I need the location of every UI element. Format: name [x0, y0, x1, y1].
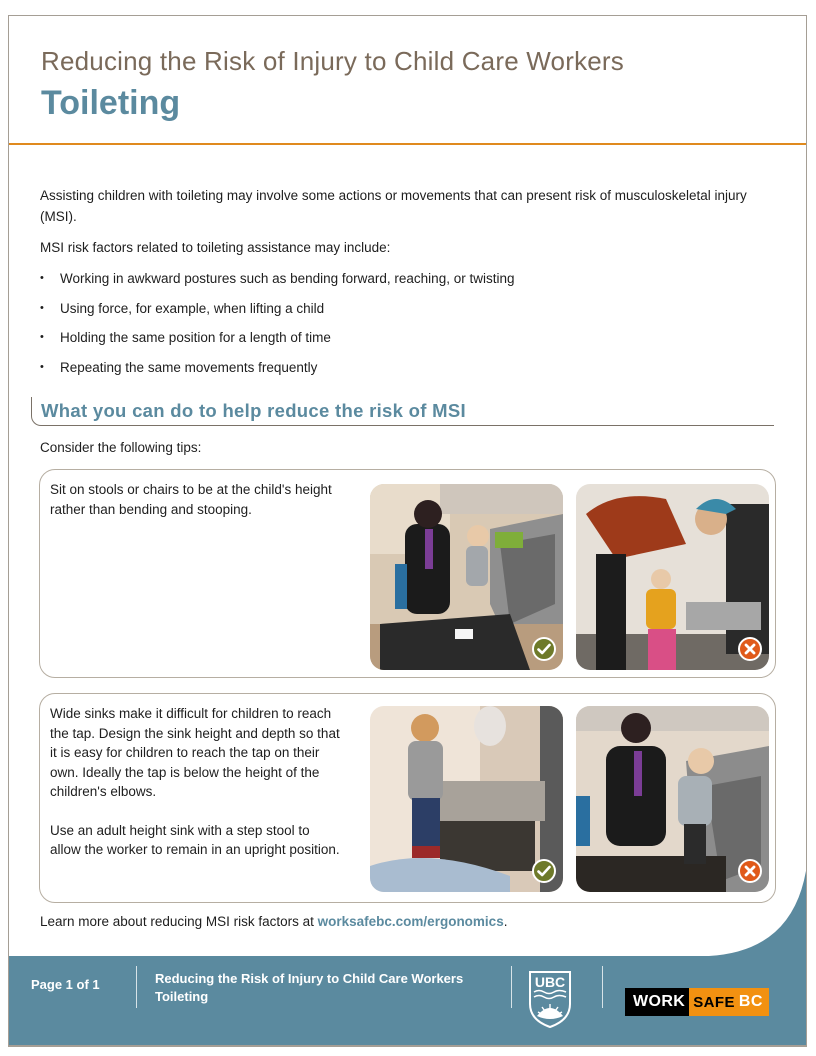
footer-title-line1: Reducing the Risk of Injury to Child Care Workers — [155, 971, 464, 986]
intro-section — [40, 185, 780, 386]
x-icon — [738, 637, 762, 661]
risk-factor-item: • Holding the same position for a length of time — [40, 327, 780, 348]
document-page — [8, 15, 807, 1047]
worksafebc-logo-bc: BC — [737, 988, 769, 1016]
footer-band — [9, 856, 807, 1047]
section-heading — [31, 397, 774, 426]
tip-paragraph: Use an adult height sink with a step stool to allow the worker to remain in an upright position. — [50, 822, 340, 857]
tip-text — [50, 704, 340, 879]
tip-paragraph: Wide sinks make it difficult for children to reach the tap. Design the sink height and depth so that it is easy for children to reach the tap on their own. Ideally the tap is below the height of the children's elbows. — [50, 706, 340, 799]
document-series-title: Reducing the Risk of Injury to Child Care Workers — [41, 46, 624, 76]
header-divider — [9, 143, 806, 145]
risk-factors-lead: MSI risk factors related to toileting assistance may include: — [40, 240, 391, 255]
ubc-logo-text: UBC — [534, 974, 566, 990]
risk-factor-item: • Using force, for example, when lifting a child — [40, 298, 780, 319]
tip-card-seating — [39, 469, 776, 678]
document-topic-title: Toileting — [41, 84, 181, 122]
tip-text — [50, 480, 340, 538]
worksafebc-logo-safe: SAFE — [689, 988, 737, 1016]
tip-paragraph: Sit on stools or chairs to be at the child's height rather than bending and stooping. — [50, 482, 332, 517]
ergonomics-link[interactable]: worksafebc.com/ergonomics — [317, 914, 504, 929]
footer-divider — [511, 966, 512, 1008]
risk-factor-item: • Repeating the same movements frequently — [40, 357, 780, 378]
risk-factors-list — [40, 268, 780, 378]
footer-background — [9, 856, 807, 1047]
learn-more-prefix: Learn more about reducing MSI risk factors at — [40, 914, 318, 929]
ubc-logo-icon — [527, 970, 573, 1028]
photo-correct-seated — [370, 484, 563, 670]
check-icon — [532, 637, 556, 661]
page-indicator: Page 1 of 1 — [31, 977, 100, 992]
footer-title — [155, 970, 463, 1006]
intro-paragraph: Assisting children with toileting may involve some actions or movements that can present risk of musculoskeletal injury (MSI). — [40, 188, 747, 224]
footer-title-line2: Toileting — [155, 989, 209, 1004]
risk-factor-item: • Working in awkward postures such as bending forward, reaching, or twisting — [40, 268, 780, 289]
footer-divider — [136, 966, 137, 1008]
tips-lead: Consider the following tips: — [40, 440, 202, 455]
section-heading-text: What you can do to help reduce the risk of MSI — [41, 400, 466, 421]
footer-divider — [602, 966, 603, 1008]
worksafebc-logo-work: WORK — [625, 988, 689, 1016]
photo-incorrect-bending — [576, 484, 769, 670]
learn-more-suffix: . — [503, 914, 508, 929]
worksafebc-logo — [625, 988, 777, 1016]
